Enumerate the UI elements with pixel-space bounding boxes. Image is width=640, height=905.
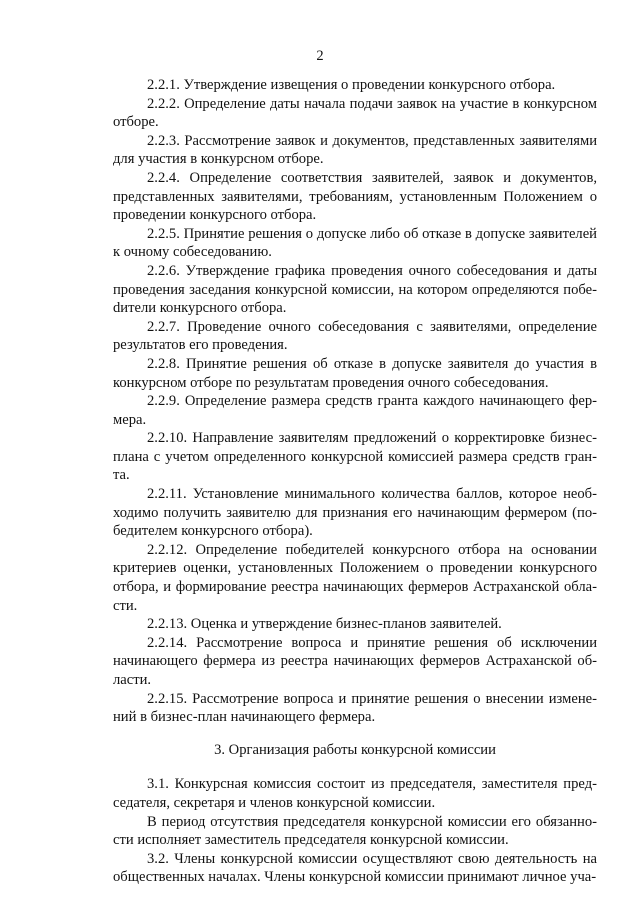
paragraph-2-2-12: 2.2.12. Определение победителей конкурсного отбора на основании критериев оценки, установленных Положением о проведении конкурсного отбора, и формирование реестра начинающих фермеров Астраханской области. (113, 541, 597, 614)
paragraph-2-2-2: 2.2.2. Определение даты начала подачи заявок на участие в конкурсном отборе. (113, 95, 597, 131)
paragraph-2-2-15: 2.2.15. Рассмотрение вопроса и принятие решения о внесении изменений в бизнес-план начинающего фермера. (113, 690, 597, 726)
paragraph-3-1-continued: В период отсутствия председателя конкурсной комиссии его обязанности исполняет заместитель председателя конкурсной комиссии. (113, 813, 597, 849)
paragraph-2-2-9: 2.2.9. Определение размера средств гранта каждого начинающего фермера. (113, 393, 597, 428)
paragraph-2-2-8: 2.2.8. Принятие решения об отказе в допуске заявителя до участия в конкурсном отборе по результатам проведения очного собеседования. (113, 355, 597, 391)
paragraph-2-2-6: 2.2.6. Утверждение графика проведения очного собеседования и даты проведения заседания конкурсной комиссии, на котором определяются побеdители конкурсного отбора. (113, 262, 597, 317)
section-heading: 3. Организация работы конкурсной комиссии (214, 741, 496, 758)
paragraph-2-2-13: 2.2.13. Оценка и утверждение бизнес-планов заявителей. (147, 616, 502, 633)
paragraph-3-1: 3.1. Конкурсная комиссия состоит из председателя, заместителя председателя, секретаря и членов конкурсной комиссии. (113, 776, 597, 811)
document-body (113, 76, 597, 887)
paragraph-2-2-1: 2.2.1. Утверждение извещения о проведении конкурсного отбора. (147, 77, 556, 93)
paragraph-2-2-10: 2.2.10. Направление заявителям предложений о корректировке бизнес-плана с учетом определенного конкурсной комиссией размера средств гранта. (113, 430, 597, 484)
paragraph-2-2-11: 2.2.11. Установление минимального количества баллов, которое необходимо получить заявителю для признания его начинающим фермером (победителем конкурсного отбора). (113, 486, 597, 540)
paragraph-2-2-5: 2.2.5. Принятие решения о допуске либо об отказе в допуске заявителей к очному собеседованию. (113, 225, 597, 261)
paragraph-3-2: 3.2. Члены конкурсной комиссии осуществляют свою деятельность на общественных началах. Члены конкурсной комиссии принимают личное уча- (113, 850, 597, 886)
paragraph-2-2-3: 2.2.3. Рассмотрение заявок и документов, представленных заявителями для участия в конкурсном отборе. (113, 132, 597, 168)
page-number: 2 (316, 48, 324, 64)
paragraph-2-2-7: 2.2.7. Проведение очного собеседования с заявителями, определение результатов его проведения. (113, 318, 597, 354)
paragraph-2-2-4: 2.2.4. Определение соответствия заявителей, заявок и документов, представленных заявителями, требованиям, установленным Положением о проведении конкурсного отбора. (113, 169, 597, 224)
paragraph-2-2-14: 2.2.14. Рассмотрение вопроса и принятие решения об исключении начинающего фермера из реестра начинающих фермеров Астраханской области. (113, 634, 597, 688)
